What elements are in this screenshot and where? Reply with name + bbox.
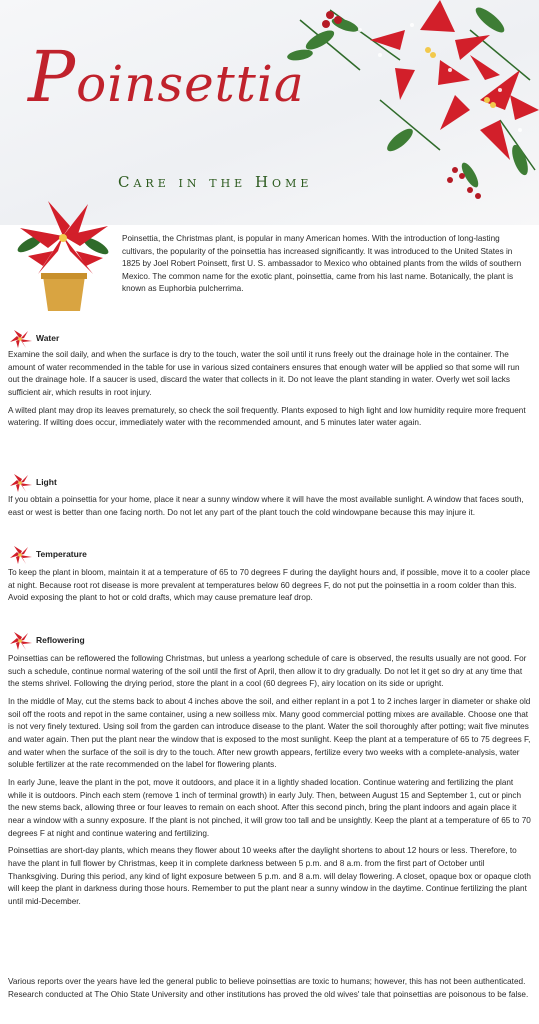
paragraph: In the middle of May, cut the stems back to about 4 inches above the soil, and either replant in a pot 1 to 2 inches larger in diameter or shake old soil off the roots and repot in the same container, using a new soilless mix. Many good commercial potting mixes are available. Choose one that is not very finely textured. Using soil from the garden can introduce disease to the plant. Water the soil thoroughly after potting; wait five minutes and water again. Then put the plant near the window that is exposed to the most sunlight. Keep the plant at a temperature of 65 to 75 degrees F, and water when the surface of the soil is dry to the touch. After new growth appears, fertilize every two weeks with a complete-analysis, water soluble fertilizer at the rate recommended on the label for flowering plants. <box>8 697 531 770</box>
section-body-temperature <box>8 567 531 610</box>
poinsettia-flower-icon <box>8 474 32 492</box>
paragraph: Examine the soil daily, and when the surface is dry to the touch, water the soil until it runs freely out the drainage hole in the container. The amount of water recommended in the table for use in various sized containers ensures that enough water will be applied so that some will run out the drainage hole. If a saucer is used, discard the water that collects in it. Do not leave the plant standing in water. Overly wet soil lacks sufficient air, which results in root injury. <box>8 350 520 397</box>
paragraph: Poinsettias can be reflowered the following Christmas, but unless a yearlong schedule of care is observed, the results usually are not good. For such a schedule, continue normal watering of the soil until the first of April, then allow it to dry gradually. Do not let it get so dry at any time that the stems shrivel. Following the drying period, store the plant in a cool (60 degrees F), airy location on its side or upright. <box>8 654 527 689</box>
section-title: Water <box>36 333 60 343</box>
section-title: Reflowering <box>36 635 85 645</box>
section-body-reflowering <box>8 653 531 914</box>
page-subtitle: Care in the Home <box>118 173 313 191</box>
potted-poinsettia-illustration <box>8 196 118 316</box>
paragraph: A wilted plant may drop its leaves prematurely, so check the soil frequently. Plants exposed to high light and low humidity require more frequent watering. If wilting does occur, immediately water with the recommended amount, and 5 minutes later water again. <box>8 405 526 428</box>
closing-paragraph: Various reports over the years have led the general public to believe poinsettias are toxic to humans; however, this has not been authenticated. Research conducted at The Ohio State University and other institutions has proved the old wives' tale that poinsettias are poisonous to be false. <box>8 977 529 999</box>
section-body-light <box>8 494 531 525</box>
page-title: Poinsettia <box>28 36 305 118</box>
section-body-water <box>8 349 531 435</box>
section-title: Temperature <box>36 549 87 559</box>
paragraph: If you obtain a poinsettia for your home, place it near a sunny window where it will have the most available sunlight. A window that faces south, east or west is better than one facing north. Do not let any part of the plant touch the cold windowpane because this may injure it. <box>8 495 524 517</box>
paragraph: Poinsettias are short-day plants, which means they flower about 10 weeks after the daylight shortens to about 12 hours or less. Therefore, to have the plant in full flower by Christmas, keep it in complete darkness between 5 p.m. and 8 a.m. from the first part of October until Thanksgiving. During this period, any kind of light exposure between 5 p.m. and 8 a.m. will delay flowering. A closet, opaque box or opaque cloth will keep the plant in darkness during those hours. Remember to put the plant near a sunny window in the daytime. Continue fertilizing the plant until mid-December. <box>8 846 531 906</box>
poinsettia-flower-icon <box>8 330 32 348</box>
poinsettia-flower-icon <box>8 632 32 650</box>
paragraph: In early June, leave the plant in the pot, move it outdoors, and place it in a lightly shaded location. Continue watering and fertilizing the plant while it is outdoors. Pinch each stem (remove 1 inch of terminal growth) in early July. Then, between August 15 and September 1, cut or pinch the new stems back, allowing three or four leaves to remain on each shoot. After this second pinch, bring the plant indoors and again place it near a window with a sunny exposure. If the plant is not pinched, it will grow too tall and be unsightly. Keep the plant at a temperature of 65 to 70 degrees F at night and continue watering and fertilizing. <box>8 778 531 838</box>
intro-paragraph: Poinsettia, the Christmas plant, is popular in many American homes. With the introduction of long-lasting cultivars, the popularity of the poinsettia has increased significantly. It was introduced to the United States in 1825 by Joel Robert Poinsett, first U. S. ambassador to Mexico who obtained plants from the wilds of southern Mexico. The common name for the exotic plant, poinsettia, came from his last name. Botanically, the plant is known as Euphorbia pulcherrima. <box>122 234 522 294</box>
section-title: Light <box>36 477 57 487</box>
header-banner <box>0 0 539 225</box>
poinsettia-flower-icon <box>8 546 32 564</box>
paragraph: To keep the plant in bloom, maintain it at a temperature of 65 to 70 degrees F during the daylight hours and, if possible, move it to a cooler place at night. Because root rot disease is more prevalent at temperatures below 60 degrees F, do not put the poinsettia in a room colder than this. Avoid exposing the plant to hot or cold drafts, which may cause premature leaf drop. <box>8 568 531 603</box>
